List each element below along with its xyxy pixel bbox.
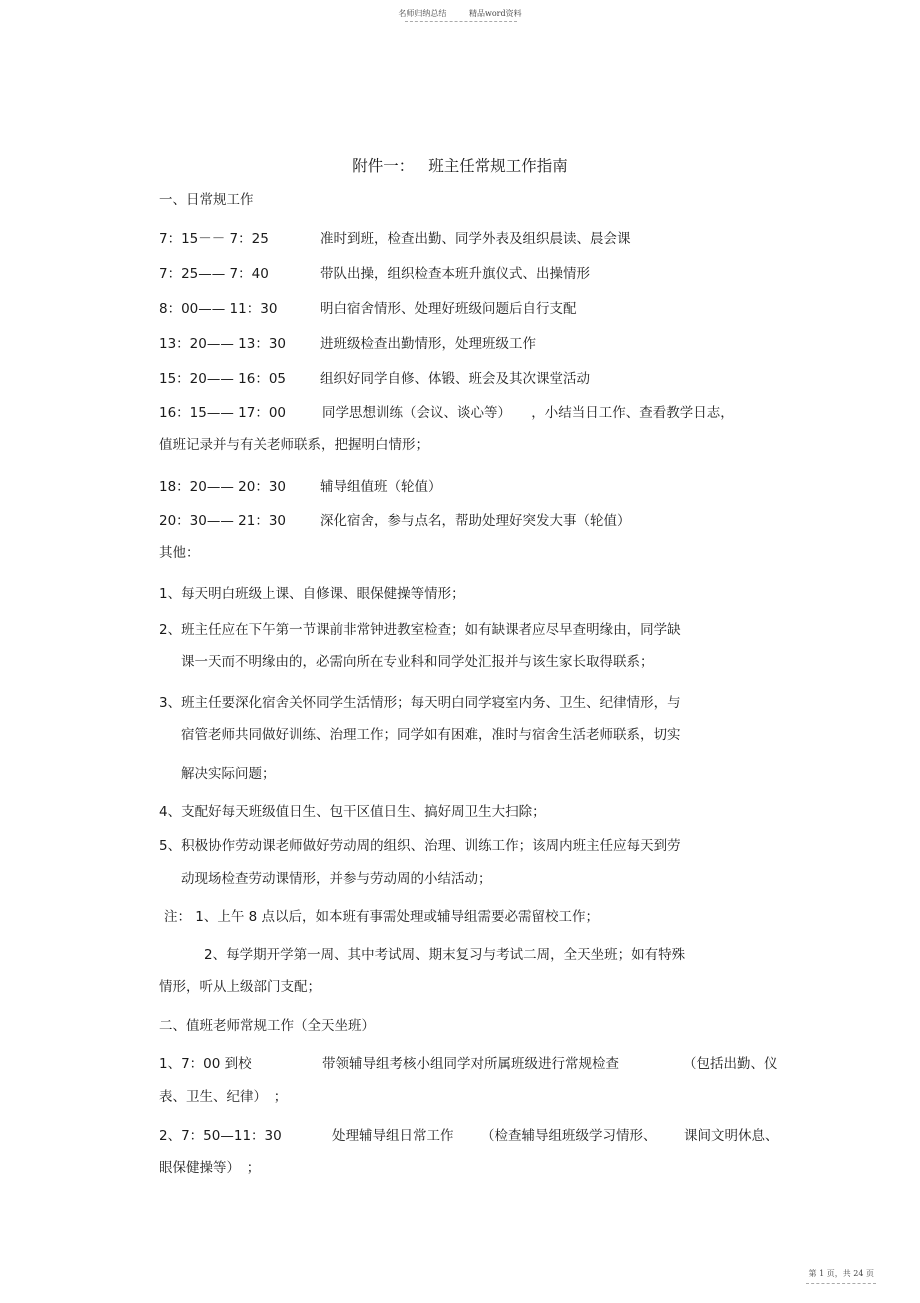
schedule-time: 15：20—— 16：05 bbox=[159, 371, 287, 387]
section1-heading: 一、日常规工作 bbox=[159, 192, 254, 208]
schedule-desc: 同学思想训练（会议、谈心等） ，小结当日工作、查看教学日志， bbox=[322, 405, 734, 421]
schedule-time: 7：15－－ 7：25 bbox=[159, 231, 269, 247]
duty-item-desc: 带领辅导组考核小组同学对所属班级进行常规检查 bbox=[322, 1056, 619, 1072]
list-item: 3、班主任要深化宿舍关怀同学生活情形；每天明白同学寝室内务、卫生、纪律情形，与 bbox=[159, 695, 681, 711]
list-item: 2、班主任应在下午第一节课前非常钟进教室检查；如有缺课者应尽早查明缘由，同学缺 bbox=[159, 622, 681, 638]
header-left-text: 名师归纳总结 bbox=[398, 9, 447, 18]
schedule-time: 7：25—— 7：40 bbox=[159, 266, 269, 282]
duty-item-time: 2、7：50—11：30 bbox=[159, 1128, 282, 1144]
schedule-desc: 深化宿舍，参与点名，帮助处理好突发大事（轮值） bbox=[320, 513, 631, 529]
schedule-time: 8：00—— 11：30 bbox=[159, 301, 278, 317]
list-item-continued: 动现场检查劳动课情形，并参与劳动周的小结活动； bbox=[181, 871, 492, 887]
schedule-time: 13：20—— 13：30 bbox=[159, 336, 287, 352]
list-item: 1、每天明白班级上课、自修课、眼保健操等情形； bbox=[159, 586, 465, 602]
schedule-time: 16：15—— 17：00 bbox=[159, 405, 287, 421]
other-label: 其他： bbox=[159, 545, 200, 561]
section2-heading: 二、值班老师常规工作（全天坐班） bbox=[159, 1018, 375, 1034]
duty-item-detail: （包括出勤、仪 bbox=[683, 1056, 778, 1072]
footer-divider bbox=[806, 1283, 876, 1284]
schedule-time: 20：30—— 21：30 bbox=[159, 513, 287, 529]
list-item: 5、积极协作劳动课老师做好劳动周的组织、治理、训练工作；该周内班主任应每天到劳 bbox=[159, 838, 681, 854]
title-main: 班主任常规工作指南 bbox=[428, 157, 568, 175]
duty-item-continued: 眼保健操等） ； bbox=[159, 1160, 261, 1176]
header-right-text: 精品word资料 bbox=[468, 9, 522, 18]
duty-item-detail-2: 课间文明休息、 bbox=[684, 1128, 779, 1144]
list-item-continued: 宿管老师共同做好训练、治理工作；同学如有困难，准时与宿舍生活老师联系，切实 bbox=[181, 727, 681, 743]
schedule-desc: 带队出操，组织检查本班升旗仪式、出操情形 bbox=[320, 266, 590, 282]
schedule-desc: 准时到班，检查出勤、同学外表及组织晨读、晨会课 bbox=[320, 231, 631, 247]
note-1: 注： 1、上午 8 点以后，如本班有事需处理或辅导组需要必需留校工作； bbox=[164, 909, 600, 925]
duty-item-desc: 处理辅导组日常工作 bbox=[332, 1128, 454, 1144]
note-2: 2、每学期开学第一周、其中考试周、期末复习与考试二周，全天坐班；如有特殊 bbox=[204, 947, 686, 963]
list-item: 4、支配好每天班级值日生、包干区值日生、搞好周卫生大扫除； bbox=[159, 804, 546, 820]
note-2-continued: 情形，听从上级部门支配； bbox=[159, 979, 321, 995]
page-header bbox=[0, 8, 920, 19]
schedule-time: 18：20—— 20：30 bbox=[159, 479, 287, 495]
schedule-desc-continued: 值班记录并与有关老师联系，把握明白情形； bbox=[159, 437, 429, 453]
header-divider bbox=[405, 21, 517, 22]
title-prefix: 附件一： bbox=[352, 157, 415, 175]
list-item-continued: 课一天而不明缘由的，必需向所在专业科和同学处汇报并与该生家长取得联系； bbox=[181, 654, 654, 670]
schedule-desc: 进班级检查出勤情形，处理班级工作 bbox=[320, 336, 536, 352]
schedule-desc: 明白宿舍情形、处理好班级问题后自行支配 bbox=[320, 301, 577, 317]
duty-item-continued: 表、卫生、纪律） ； bbox=[159, 1089, 288, 1105]
duty-item-detail: （检查辅导组班级学习情形、 bbox=[481, 1128, 657, 1144]
duty-item-time: 1、7：00 到校 bbox=[159, 1056, 252, 1072]
schedule-desc: 辅导组值班（轮值） bbox=[320, 479, 442, 495]
page-number: 第 1 页，共 24 页 bbox=[808, 1269, 874, 1278]
document-title bbox=[0, 154, 920, 176]
list-item-continued: 解决实际问题； bbox=[181, 766, 276, 782]
schedule-desc: 组织好同学自修、体锻、班会及其次课堂活动 bbox=[320, 371, 590, 387]
